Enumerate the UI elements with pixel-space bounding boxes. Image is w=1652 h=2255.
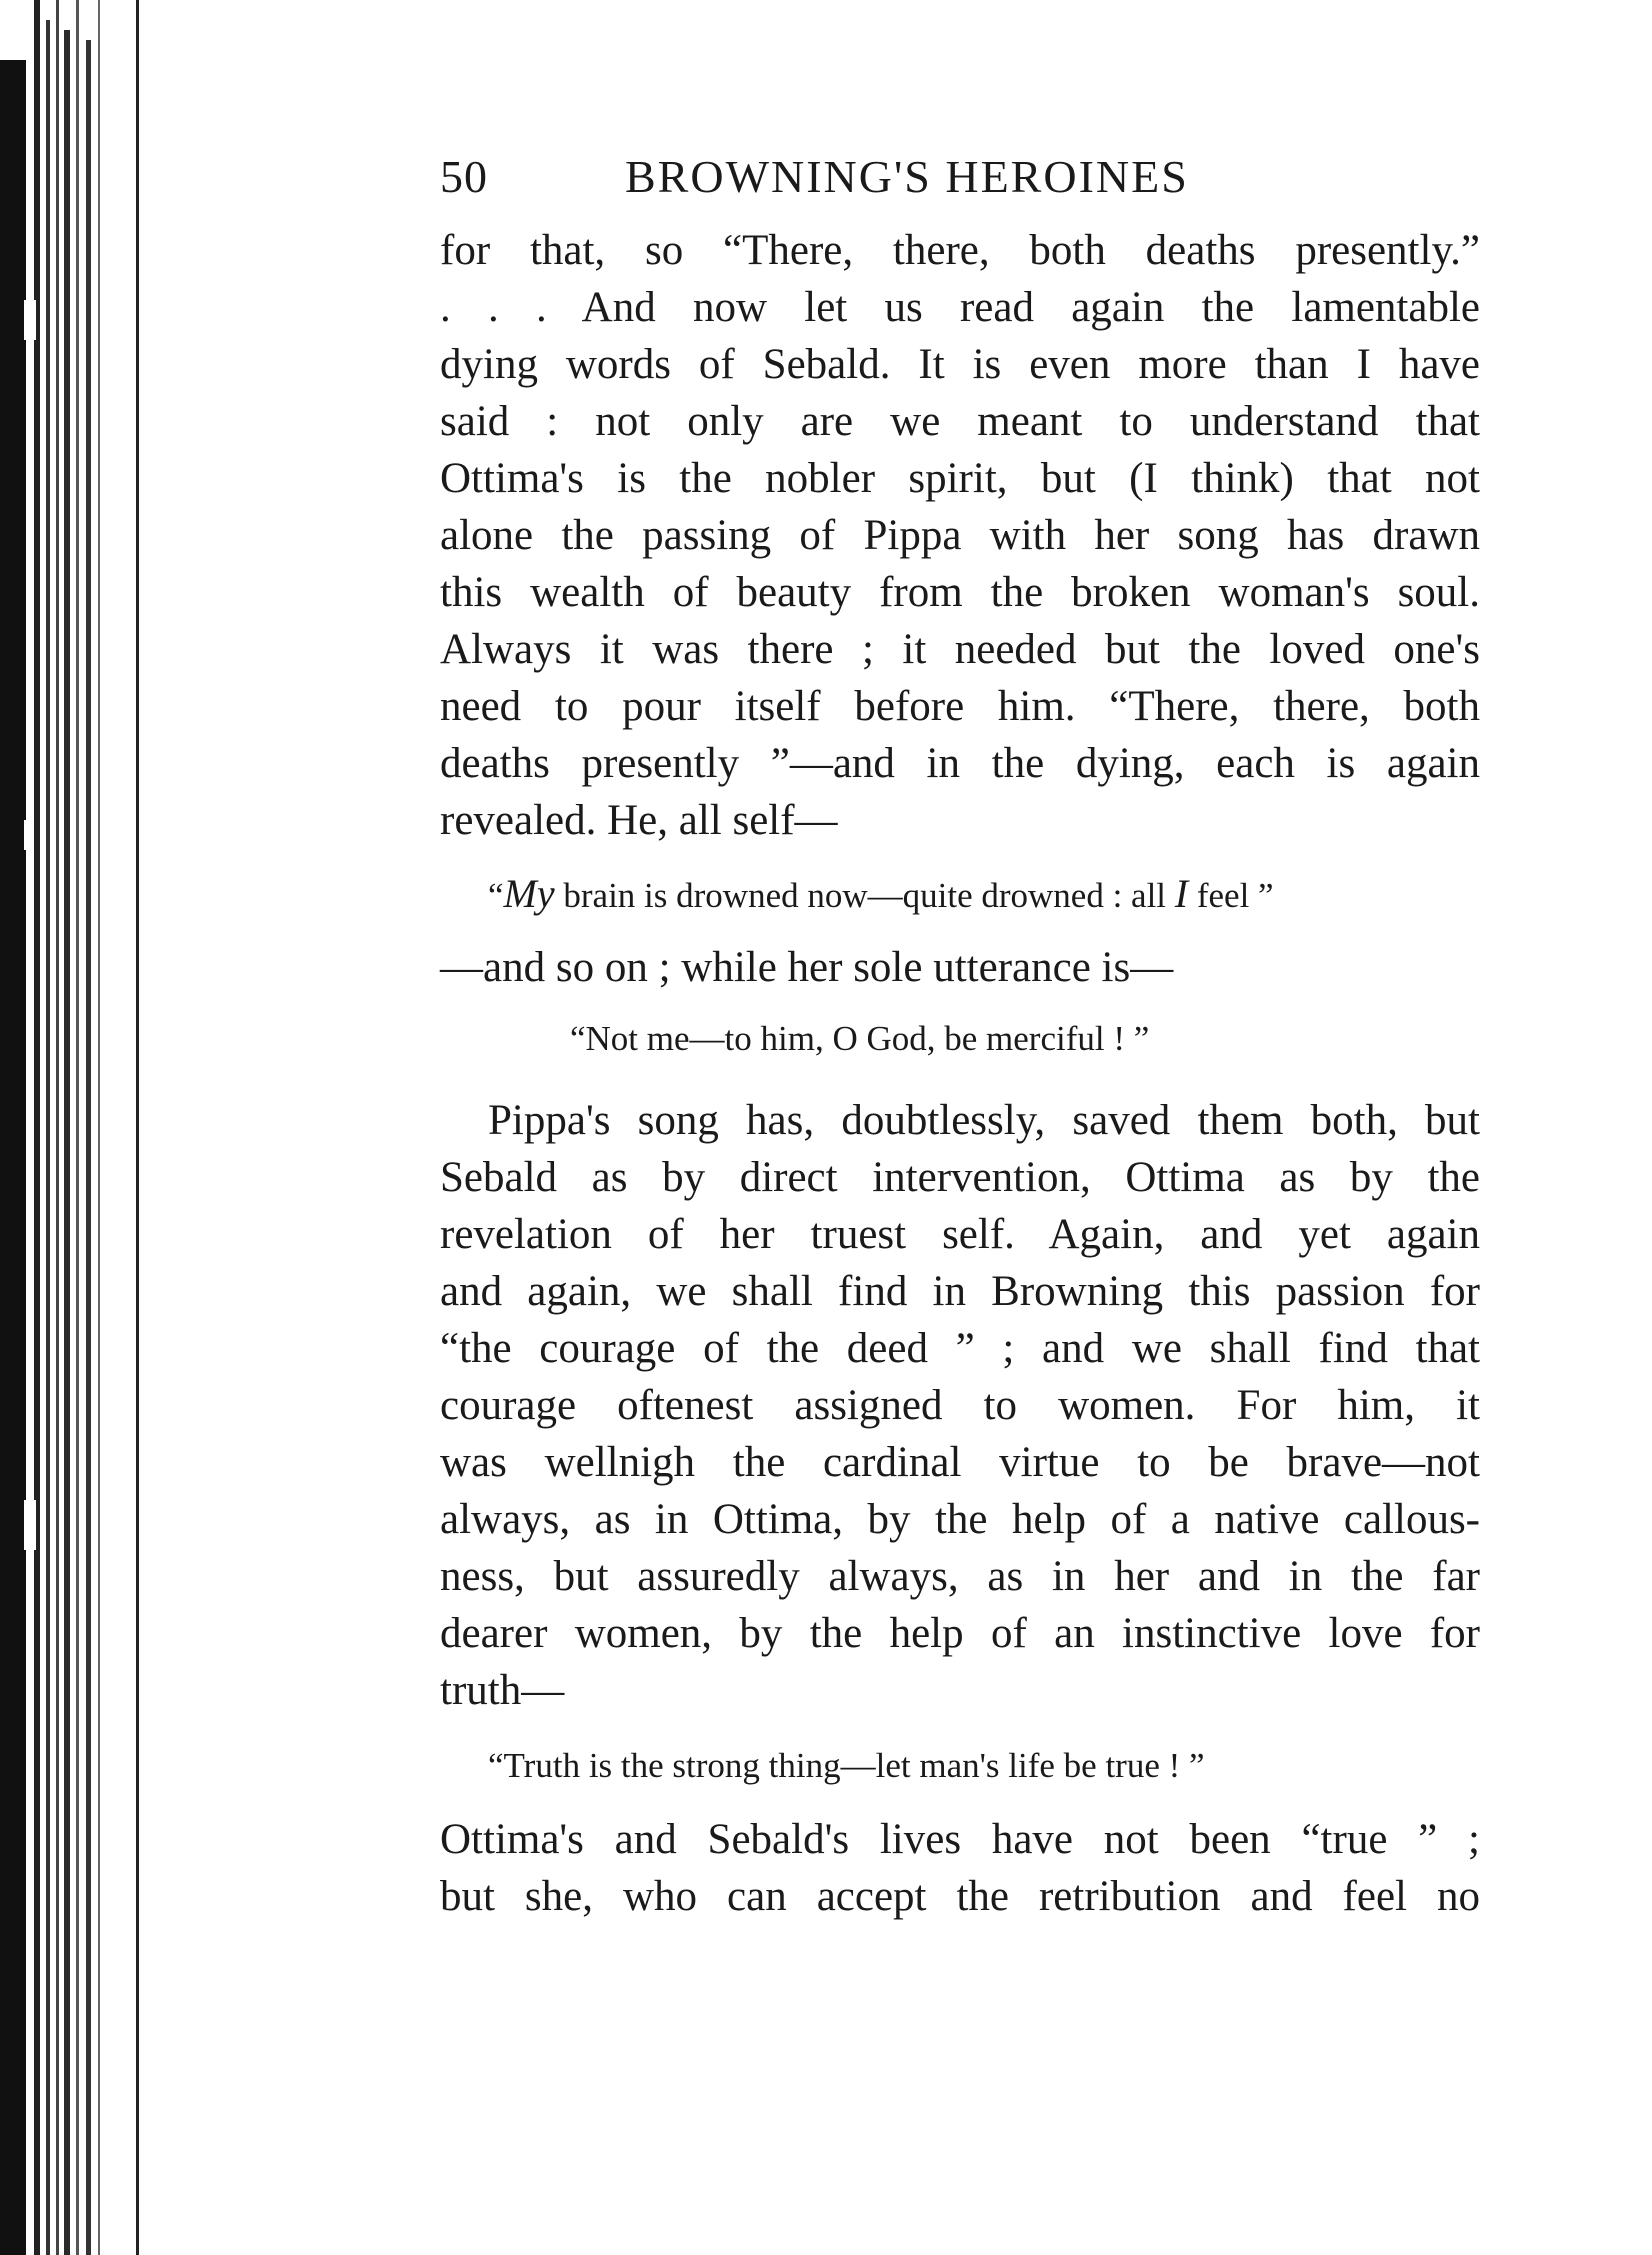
text-line: deaths presently ”—and in the dying, each is again xyxy=(440,740,1480,787)
text-line: revelation of her truest self. Again, and yet again xyxy=(440,1211,1480,1258)
paragraph-3 xyxy=(440,1811,1480,1925)
text-line: said : not only are we meant to understand that xyxy=(440,398,1480,445)
text-line: was wellnigh the cardinal virtue to be brave—not xyxy=(440,1439,1480,1486)
text-line: courage oftenest assigned to women. For him, it xyxy=(440,1382,1480,1429)
text-line: and again, we shall find in Browning this passion for xyxy=(440,1268,1480,1315)
paragraph-1 xyxy=(440,222,1480,849)
verse-quote-1 xyxy=(440,869,1480,921)
text-line: dying words of Sebald. It is even more than I have xyxy=(440,341,1480,388)
text-line: for that, so “There, there, both deaths presently.” xyxy=(440,227,1480,274)
text-line: this wealth of beauty from the broken woman's soul. xyxy=(440,569,1480,616)
continuation-line xyxy=(440,939,1480,996)
text-line: ness, but assuredly always, as in her and in the far xyxy=(440,1553,1480,1600)
text-line: alone the passing of Pippa with her song has drawn xyxy=(440,512,1480,559)
text-line: “the courage of the deed ” ; and we shall find that xyxy=(440,1325,1480,1372)
text-line: Ottima's and Sebald's lives have not been “true ” ; xyxy=(440,1816,1480,1863)
verse-quote-3: “Truth is the strong thing—let man's life be true ! ” xyxy=(488,1746,1205,1785)
quote-open: “ xyxy=(488,876,504,915)
text-line: —and so on ; while her sole utterance is— xyxy=(440,944,1174,991)
text-line: need to pour itself before him. “There, there, both xyxy=(440,683,1480,730)
running-title: BROWNING'S HEROINES xyxy=(625,151,1189,202)
book-binding-edge xyxy=(0,0,140,2255)
text-line: Pippa's song has, doubtlessly, saved them both, but xyxy=(488,1097,1480,1144)
text-line: but she, who can accept the retribution and feel no xyxy=(440,1873,1480,1920)
paragraph-2 xyxy=(440,1092,1480,1719)
emphasis-i: I xyxy=(1174,871,1189,916)
text-line: Ottima's is the nobler spirit, but (I think) that not xyxy=(440,455,1480,502)
text-line: always, as in Ottima, by the help of a native callous- xyxy=(440,1496,1480,1543)
page-number: 50 xyxy=(440,151,488,202)
quote-close: feel ” xyxy=(1188,876,1274,915)
book-page xyxy=(440,150,1480,1925)
text-line: dearer women, by the help of an instinctive love for xyxy=(440,1610,1480,1657)
text-line: . . . And now let us read again the lamentable xyxy=(440,284,1480,331)
quote-middle: brain is drowned now—quite drowned : all xyxy=(554,876,1175,915)
text-line: revealed. He, all self— xyxy=(440,797,838,844)
emphasis-my: My xyxy=(503,871,555,916)
verse-quote-2: “Not me—to him, O God, be merciful ! ” xyxy=(570,1019,1150,1058)
running-head xyxy=(440,150,1480,210)
text-line: Always it was there ; it needed but the loved one's xyxy=(440,626,1480,673)
text-line: truth— xyxy=(440,1667,565,1714)
text-line: Sebald as by direct intervention, Ottima as by the xyxy=(440,1154,1480,1201)
